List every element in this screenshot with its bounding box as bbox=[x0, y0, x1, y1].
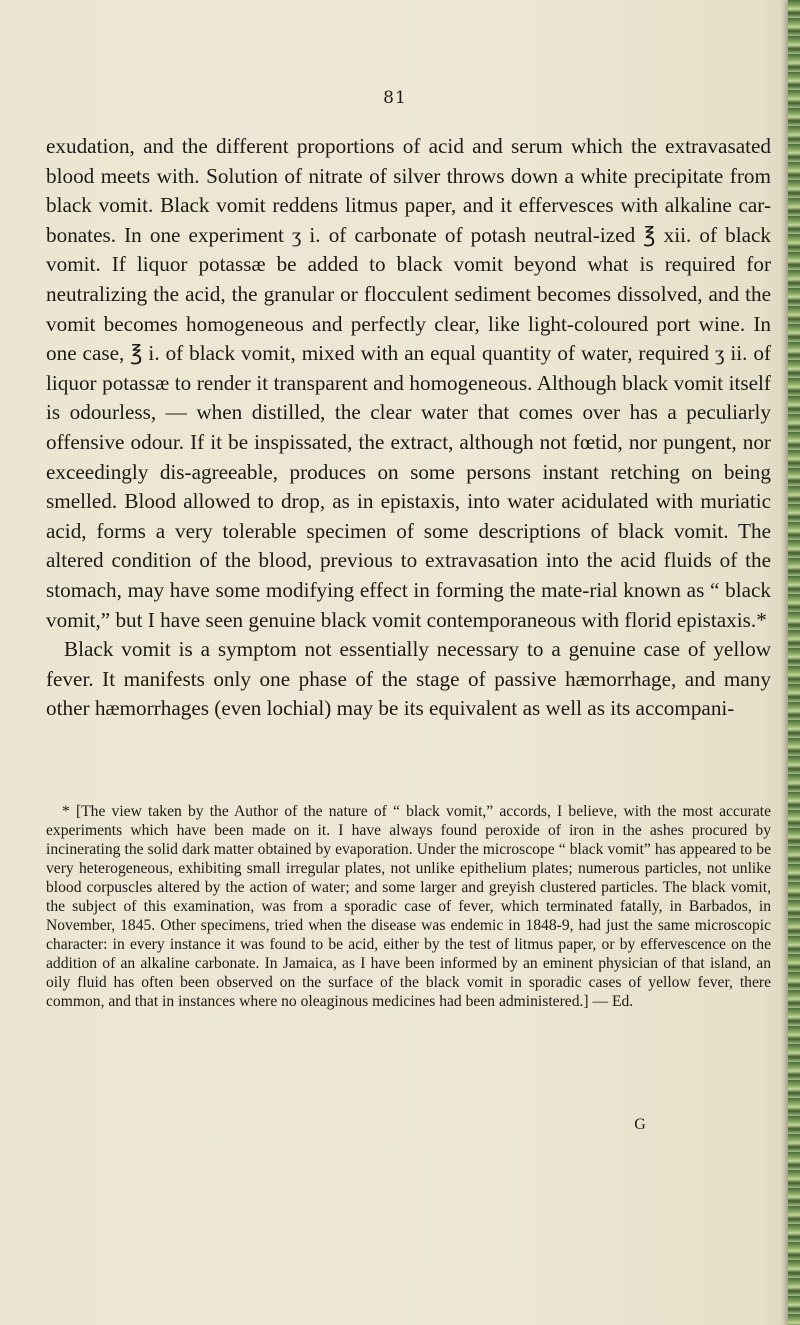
footnote-text: * [The view taken by the Author of the nature of “ black vomit,” accords, I believe, with the most accurate experiments which have been made on it. I have always found peroxide of iron in the ashes procured by incinerating the solid dark matter obtained by evaporation. Under the microscope “ black vomit” has appeared to be very heterogeneous, exhibiting small irregular plates, not unlike epithelium plates; numerous particles, not unlike blood corpuscles altered by the action of water; and some larger and greyish clustered particles. The black vomit, the subject of this examination, was from a sporadic case of fever, which terminated fatally, in Barbados, in November, 1845. Other specimens, tried when the disease was endemic in 1848-9, had just the same microscopic character: in every instance it was found to be acid, either by the test of litmus paper, or by effervescence on the addition of an alkaline carbonate. In Jamaica, as I have been informed by an eminent physician of that island, an oily fluid has often been observed on the surface of the black vomit in sporadic cases of yellow fever, there common, and that in instances where no oleaginous medicines had been administered.] — Ed. bbox=[46, 803, 771, 1011]
paragraph: exudation, and the different proportions of acid and serum which the extravasated blood meets with. Solution of nitrate of silver throws down a white precipitate from black vomit. Black vomit reddens litmus paper, and it effervesces with alkaline car-bonates. In one experiment ʒ i. of carbonate of potash neutral-ized ℥ xii. of black vomit. If liquor potassæ be added to black vomit beyond what is required for neutralizing the acid, the granular or flocculent sediment becomes dissolved, and the vomit becomes homogeneous and perfectly clear, like light-coloured port wine. In one case, ℥ i. of black vomit, mixed with an equal quantity of water, required ʒ ii. of liquor potassæ to render it transparent and homogeneous. Although black vomit itself is odourless, — when distilled, the clear water that comes over has a peculiarly offensive odour. If it be inspissated, the extract, although not fœtid, nor pungent, nor exceedingly dis-agreeable, produces on some persons instant retching on being smelled. Blood allowed to drop, as in epistaxis, into water acidulated with muriatic acid, forms a very tolerable specimen of some descriptions of black vomit. The altered condition of the blood, previous to extravasation into the acid fluids of the stomach, may have some modifying effect in forming the mate-rial known as “ black vomit,” but I have seen genuine black vomit contemporaneous with florid epistaxis.* bbox=[46, 134, 771, 632]
footnote bbox=[46, 802, 771, 1012]
paragraph: Black vomit is a symptom not essentially necessary to a genuine case of yellow fever. It manifests only one phase of the stage of passive hæmorrhage, and many other hæmorrhages (even lochial) may be its equivalent as well as its accompani- bbox=[46, 637, 771, 721]
binding-edge bbox=[788, 0, 800, 1325]
page-number: 81 bbox=[383, 88, 407, 108]
body-text bbox=[46, 132, 771, 724]
signature-mark: G bbox=[634, 1116, 646, 1133]
